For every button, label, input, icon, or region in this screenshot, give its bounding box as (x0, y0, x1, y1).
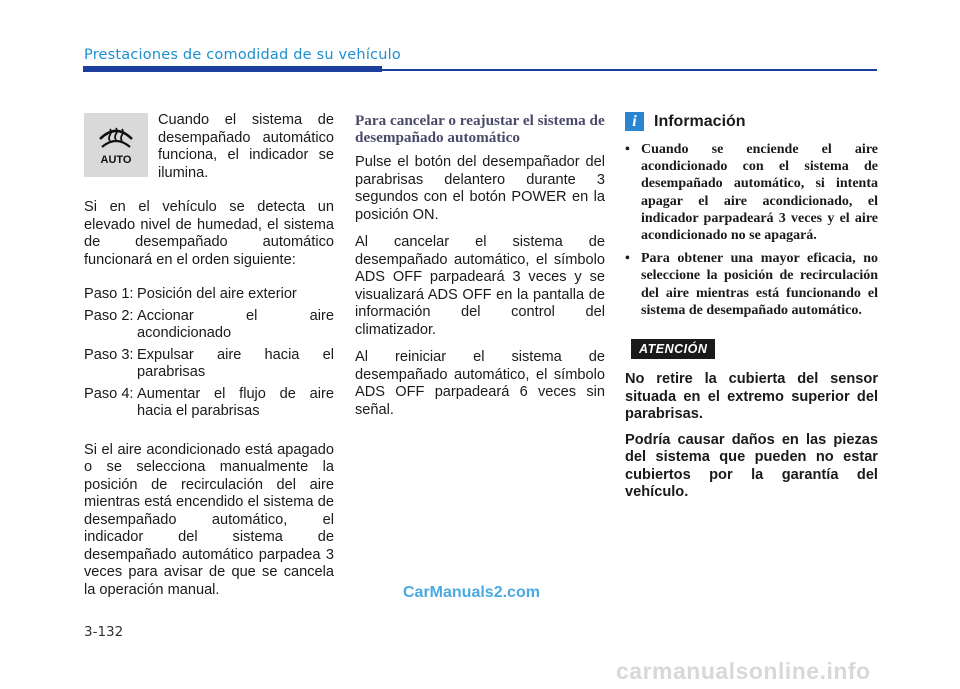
info-icon: i (625, 112, 644, 131)
step-text: Expulsar aire hacia el parabrisas (137, 346, 334, 380)
info-bullet (625, 250, 878, 319)
page-number: 3-132 (84, 624, 124, 640)
bullet-text: Cuando se enciende el aire acondicionado con el sistema de desempañado automático, si intenta apagar el aire acondicionado, el indicador parpadeará 3 veces y el aire acondicionado no se apagará. (641, 142, 878, 244)
step-item (84, 308, 334, 343)
step-text: Accionar el aire acondicionado (137, 307, 334, 341)
column-middle (355, 112, 605, 429)
header-title: Prestaciones de comodidad de su vehículo (84, 47, 401, 63)
section-title: Para cancelar o reajustar el sistema de desempañado automático (355, 112, 605, 146)
step-item (84, 286, 334, 304)
defrost-auto-label: AUTO (100, 154, 132, 166)
step-label: Paso 1: (84, 286, 134, 302)
info-title: Información (654, 112, 746, 130)
header-rule-thick (83, 66, 382, 72)
step-text: Aumentar el flujo de aire hacia el parabrisas (137, 385, 334, 419)
humidity-paragraph: Si en el vehículo se detecta un elevado nivel de humedad, el sistema de desempañado automático funcionará en el orden siguiente: (84, 199, 334, 268)
step-item (84, 347, 334, 382)
watermark-site[interactable]: CarManuals2.com (403, 584, 540, 601)
restart-paragraph: Al reiniciar el sistema de desempañado automático, el símbolo ADS OFF parpadeará 6 veces sin señal. (355, 349, 605, 418)
cancel-paragraph: Pulse el botón del desempañador del parabrisas delantero durante 3 segundos con el botón POWER en la posición ON. (355, 154, 605, 223)
watermark-bottom[interactable]: carmanualsonline.info (616, 658, 871, 684)
warning-sensor: No retire la cubierta del sensor situada en el extremo superior del parabrisas. (625, 371, 878, 423)
warning-damage: Podría causar daños en las piezas del sistema que pueden no estar cubiertos por la garantía del vehículo. (625, 431, 878, 501)
info-bullet (625, 141, 878, 244)
ads-off-paragraph: Al cancelar el sistema de desempañado automático, el símbolo ADS OFF parpadeará 3 veces y se visualizará ADS OFF en la pantalla de información del control del climatizador. (355, 234, 605, 338)
bullet-text: Para obtener una mayor eficacia, no seleccione la posición de recirculación del aire mientras está funcionando el sistema de desempañado automático. (641, 251, 878, 318)
indicator-description: Cuando el sistema de desempañado automático funciona, el indicador se ilumina. (158, 112, 334, 181)
step-text: Posición del aire exterior (137, 286, 297, 302)
warning-badge: ATENCIÓN (631, 339, 715, 359)
info-header (625, 112, 878, 131)
step-label: Paso 4: (84, 385, 134, 402)
step-item (84, 386, 334, 421)
header-rule-thin (382, 69, 877, 71)
recirculation-paragraph: Si el aire acondicionado está apagado o se selecciona manualmente la posición de recirculación del aire mientras está encendido el sistema de desempañado automático, el indicador del sistema de desempañado automático parpadea 3 veces para avisar de que se cancela la operación manual. (84, 441, 334, 598)
step-label: Paso 3: (84, 346, 134, 363)
column-right (625, 112, 878, 510)
bullet-mark: • (625, 142, 630, 157)
step-label: Paso 2: (84, 307, 134, 324)
column-left (84, 112, 334, 599)
bullet-mark: • (625, 251, 630, 267)
